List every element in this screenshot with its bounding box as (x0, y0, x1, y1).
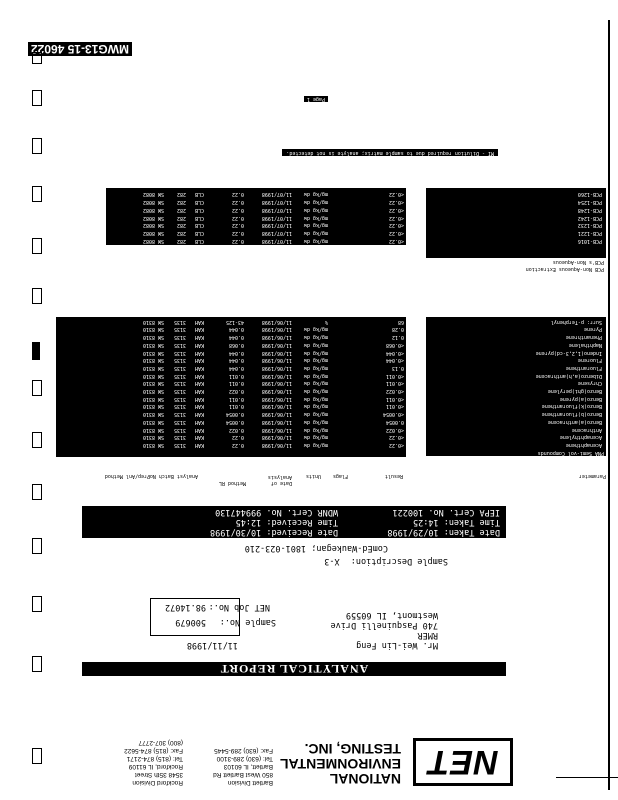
cell-date: 11/06/1998 (261, 380, 292, 387)
cell-date: 11/06/1998 (261, 357, 292, 364)
cell-prep-method: SW 8310 (142, 326, 164, 333)
cell-result: <0.22 (388, 442, 404, 448)
cell-result: 0.28 (391, 326, 404, 333)
cell-parameter: Fluorene (577, 357, 602, 364)
cell-prep-method: SW 8310 (142, 357, 164, 364)
cell-batch: 282 (176, 199, 186, 205)
bartlett-division (213, 746, 273, 786)
job-no-value: 98.14072 (165, 602, 206, 612)
cell-batch: 3135 (173, 426, 186, 433)
cell-units: mg/kg dw (303, 191, 328, 198)
header-result: Result (384, 473, 403, 479)
division-line: Bartlett, IL 60103 (223, 763, 273, 770)
cell-units: mg/kg dw (303, 326, 328, 333)
document-id: MWG13-15 46022 (28, 42, 132, 56)
cell-prep-method: SW 8310 (142, 334, 164, 341)
table-row (0, 410, 618, 418)
cell-date: 11/06/1998 (261, 341, 292, 348)
table-row (0, 433, 618, 441)
cell-method-rl: 0.22 (231, 238, 244, 244)
cell-prep-method: SW 8082 (142, 214, 164, 221)
binder-mark (32, 186, 42, 202)
cell-result: <0.22 (388, 206, 404, 213)
cell-prep-method: SW 8310 (142, 372, 164, 379)
cell-parameter: Fluoranthene (565, 365, 602, 371)
cell-units: mg/kg dw (303, 380, 328, 387)
cell-result: <0.22 (388, 238, 404, 244)
cell-units: mg/kg dw (303, 434, 328, 441)
cell-result: <0.011 (385, 372, 404, 379)
cell-date: 11/07/1998 (261, 230, 292, 237)
net-logo: NET (413, 738, 513, 786)
sample-description-value: X-3 (324, 556, 340, 566)
sample-no-value: 500679 (175, 617, 206, 627)
table-row (0, 340, 618, 348)
cell-units: mg/kg dw (303, 206, 328, 213)
cell-result: <0.22 (388, 191, 404, 198)
cell-parameter: PCB-1260 (577, 191, 602, 198)
cell-prep-method: SW 8310 (142, 341, 164, 348)
cell-batch: 3135 (173, 395, 186, 402)
iepa-cert: IEPA Cert. No. 100221 (392, 507, 500, 517)
cell-parameter: PCB-1016 (577, 238, 602, 244)
cell-result: <0.011 (385, 395, 404, 402)
table-row (0, 197, 618, 205)
cell-prep-method: SW 8082 (142, 191, 164, 198)
cell-method-rl: 0.011 (228, 372, 244, 379)
cell-result: 0.12 (391, 334, 404, 341)
cell-analyst: KAH (194, 434, 204, 441)
cell-units: mg/kg dw (303, 230, 328, 237)
cell-prep-method: SW 8082 (142, 206, 164, 213)
cell-method-rl: 0.22 (231, 206, 244, 213)
cell-batch: 3135 (173, 418, 186, 425)
letterhead (93, 734, 513, 790)
binder-mark (32, 432, 42, 448)
table-row (0, 213, 618, 221)
table-row (0, 348, 618, 356)
cell-prep-method: SW 8310 (142, 442, 164, 448)
cell-method-rl: 0.22 (231, 442, 244, 448)
cell-units: mg/kg dw (303, 238, 328, 244)
cell-batch: 282 (176, 222, 186, 229)
cell-batch: 282 (176, 214, 186, 221)
table-row (0, 189, 618, 197)
sample-description-label: Sample Description: (350, 556, 448, 566)
division-line: (800) 307-2777 (138, 739, 183, 746)
cell-method-rl: 0.011 (228, 403, 244, 410)
cell-analyst: CLB (194, 238, 204, 244)
sample-info-block (82, 506, 506, 538)
cell-analyst: CLB (194, 214, 204, 221)
header-method-rl: Method RL (218, 480, 246, 486)
sample-description (324, 556, 448, 566)
cell-method-rl: 0.0054 (225, 418, 244, 425)
cell-date: 11/06/1998 (261, 395, 292, 402)
cell-batch: 3135 (173, 411, 186, 418)
cell-flag: J (346, 418, 350, 425)
cell-result: <0.044 (385, 357, 404, 364)
cell-date: 11/06/1998 (261, 418, 292, 425)
cell-analyst: KAH (194, 334, 204, 341)
binder-mark (32, 484, 42, 500)
lab-name-line: TESTING, INC. (304, 741, 401, 757)
division-line: Tel: (815) 874-2171 (126, 755, 183, 762)
job-no-label: NET Job No.: (208, 602, 270, 612)
division-line: Rockford Division (132, 779, 183, 786)
scan-edge (8, 22, 58, 782)
division-line: Fax: (815) 874-5622 (124, 747, 183, 754)
table-row (0, 205, 618, 213)
cell-prep-method: SW 8310 (142, 403, 164, 410)
table-row (0, 317, 618, 325)
cell-prep-method: SW 8082 (142, 222, 164, 229)
cell-method-rl: 0.044 (228, 365, 244, 371)
cell-method-rl: 0.22 (231, 222, 244, 229)
cell-method-rl: 0.22 (231, 191, 244, 198)
cell-units: mg/kg dw (303, 372, 328, 379)
cell-units: % (324, 318, 328, 325)
cell-batch: 3135 (173, 442, 186, 448)
cell-prep-method: SW 8082 (142, 238, 164, 244)
cell-date: 11/06/1998 (261, 334, 292, 341)
cell-method-rl: 0.22 (231, 434, 244, 441)
cell-date: 11/07/1998 (261, 222, 292, 229)
cell-result: <0.044 (385, 349, 404, 356)
cell-prep-method: SW 8310 (142, 365, 164, 371)
cell-parameter: Acenaphthene (565, 442, 602, 448)
binder-mark (32, 138, 42, 154)
cell-parameter: Surr: p-Terphenyl (550, 318, 602, 325)
division-line: Fax: (630) 289-5445 (214, 747, 273, 754)
division-line: Rockford, IL 61109 (128, 763, 183, 770)
section-pna: PNA Semi-vol Compounds (426, 449, 606, 456)
cell-parameter: Benzo(b)fluoranthene (541, 411, 602, 418)
binder-mark (32, 656, 42, 672)
cell-analyst: KAH (194, 318, 204, 325)
cell-date: 11/06/1998 (261, 434, 292, 441)
cell-batch: 3135 (173, 403, 186, 410)
cell-units: mg/kg dw (303, 214, 328, 221)
table-header (0, 468, 618, 490)
cell-units: mg/kg dw (303, 349, 328, 356)
cell-parameter: Benzo(ghi)perylene (547, 388, 602, 395)
table-row (0, 402, 618, 410)
table-row (0, 325, 618, 333)
cell-result: <0.011 (385, 403, 404, 410)
table-row (0, 371, 618, 379)
cell-result: 0.13 (391, 365, 404, 371)
cell-result: <0.011 (385, 380, 404, 387)
cell-analyst: KAH (194, 341, 204, 348)
cell-result: 68 (397, 318, 404, 325)
cell-method-rl: 0.0054 (225, 411, 244, 418)
section-pcb-sub: PCB's Non-Aqueous (552, 259, 604, 265)
cell-parameter: Anthracene (571, 426, 602, 433)
cell-prep-method: SW 8310 (142, 349, 164, 356)
cell-analyst: KAH (194, 365, 204, 371)
cell-date: 11/07/1998 (261, 214, 292, 221)
binder-mark (32, 342, 40, 360)
cell-parameter: Benzo(a)anthracene (547, 418, 602, 425)
cell-analyst: KAH (194, 357, 204, 364)
cell-batch: 282 (176, 230, 186, 237)
client-address (331, 610, 438, 650)
cell-method-rl: 43-125 (225, 318, 244, 325)
header-units: Units (305, 473, 321, 479)
table-row (0, 440, 618, 448)
cell-analyst: KAH (194, 426, 204, 433)
table-row (0, 417, 618, 425)
cell-batch: 282 (176, 238, 186, 244)
cell-result: <0.068 (385, 341, 404, 348)
cell-analyst: KAH (194, 403, 204, 410)
table-row (0, 236, 618, 244)
cell-parameter: Phenanthrene (565, 334, 602, 341)
cell-method-rl: 0.022 (228, 426, 244, 433)
cell-date: 11/06/1998 (261, 349, 292, 356)
cell-parameter: Benzo(k)fluoranthene (541, 403, 602, 410)
page-mark: Page 1 (304, 96, 328, 102)
section-pcb: PCB Non-Aqueous Extraction (525, 266, 604, 272)
time-taken: Time Taken: 14:25 (412, 517, 500, 527)
cell-analyst: KAH (194, 380, 204, 387)
client-street: 740 Pasquinelli Drive (330, 620, 438, 630)
cell-parameter: PCB-1232 (577, 222, 602, 229)
cell-parameter: Indeno(1,2,3-cd)pyrene (535, 349, 602, 356)
cell-batch: 3135 (173, 326, 186, 333)
table-row (0, 333, 618, 341)
cell-method-rl: 0.068 (228, 341, 244, 348)
cell-analyst: KAH (194, 349, 204, 356)
cell-prep-method: SW 8310 (142, 395, 164, 402)
binder-mark (32, 538, 42, 554)
cell-prep-method: SW 8310 (142, 418, 164, 425)
cell-batch: 3135 (173, 357, 186, 364)
table-row (0, 379, 618, 387)
cell-result: <0.22 (388, 199, 404, 205)
division-line: Tel: (630) 289-3100 (216, 755, 273, 762)
binder-mark (32, 52, 42, 64)
header-date: Date of Analysis (267, 474, 292, 486)
table-row (0, 425, 618, 433)
cell-batch: 3135 (173, 372, 186, 379)
cell-method-rl: 0.011 (228, 395, 244, 402)
cell-method-rl: 0.022 (228, 388, 244, 395)
binder-mark (32, 90, 42, 106)
cell-analyst: CLB (194, 230, 204, 237)
cell-parameter: Chrysene (577, 380, 602, 387)
cell-parameter: Benzo(a)pyrene (559, 395, 602, 402)
cell-batch: 282 (176, 206, 186, 213)
cell-result: <0.22 (388, 222, 404, 229)
cell-prep-method: SW 8082 (142, 230, 164, 237)
cell-result: <0.22 (388, 230, 404, 237)
time-received: Time Received: 12:45 (235, 517, 338, 527)
cell-result: <0.0054 (382, 411, 404, 418)
cell-analyst: KAH (194, 442, 204, 448)
table-row (0, 386, 618, 394)
cell-prep-method: SW 8310 (142, 434, 164, 441)
cell-batch: 3135 (173, 334, 186, 341)
cell-batch: 3135 (173, 341, 186, 348)
cell-date: 11/07/1998 (261, 206, 292, 213)
cell-units: mg/kg dw (303, 357, 328, 364)
cell-units: mg/kg dw (303, 388, 328, 395)
cell-units: mg/kg dw (303, 199, 328, 205)
header-flags: Flags (332, 473, 348, 479)
sample-no-label: Sample No.: (219, 617, 276, 627)
wdnr-cert: WDNR Cert. No. 999447130 (215, 507, 338, 517)
table-row (0, 394, 618, 402)
report-date: 11/11/1998 (186, 640, 238, 650)
date-taken: Date Taken: 10/29/1998 (387, 527, 500, 537)
lab-name-line: NATIONAL (329, 771, 401, 787)
cell-parameter: PCB-1248 (577, 206, 602, 213)
cell-date: 11/07/1998 (261, 191, 292, 198)
binder-mark (32, 748, 42, 764)
cell-method-rl: 0.044 (228, 326, 244, 333)
cell-analyst: CLB (194, 191, 204, 198)
cell-analyst: CLB (194, 206, 204, 213)
cell-batch: 3135 (173, 380, 186, 387)
cell-batch: 3135 (173, 318, 186, 325)
cell-method-rl: 0.22 (231, 230, 244, 237)
table-row (0, 228, 618, 236)
footnote: MI - Dilution required due to sample matrix; analyte is not detected. (282, 149, 498, 156)
table-row (0, 363, 618, 371)
cell-date: 11/07/1998 (261, 238, 292, 244)
cell-batch: 3135 (173, 349, 186, 356)
header-parameter: Parameter (578, 473, 606, 479)
cell-batch: 3135 (173, 365, 186, 371)
cell-batch: 3135 (173, 388, 186, 395)
cell-units: mg/kg dw (303, 411, 328, 418)
sample-project: ComEd-Waukegan; 1801-023-210 (244, 543, 388, 553)
cell-parameter: Naphthalene (568, 341, 602, 348)
cell-analyst: KAH (194, 411, 204, 418)
cell-prep-method: SW 8310 (142, 318, 164, 325)
table-row (0, 221, 618, 229)
cell-units: mg/kg dw (303, 442, 328, 448)
cell-analyst: CLB (194, 199, 204, 205)
cell-units: mg/kg dw (303, 426, 328, 433)
cell-prep-method: SW 8310 (142, 411, 164, 418)
cell-date: 11/06/1998 (261, 442, 292, 448)
scan-edge-left (608, 20, 610, 790)
division-line: 850 West Bartlett Rd (213, 771, 273, 778)
cell-units: mg/kg dw (303, 222, 328, 229)
cell-analyst: KAH (194, 418, 204, 425)
cell-batch: 3135 (173, 434, 186, 441)
cell-batch: 282 (176, 191, 186, 198)
report-title: ANALYTICAL REPORT (219, 662, 369, 676)
cell-date: 11/06/1998 (261, 372, 292, 379)
cell-date: 11/06/1998 (261, 326, 292, 333)
cell-analyst: CLB (194, 222, 204, 229)
cell-prep-method: SW 8310 (142, 426, 164, 433)
client-company: RMER (417, 630, 438, 640)
cell-result: <0.022 (385, 426, 404, 433)
cell-units: mg/kg dw (303, 403, 328, 410)
cell-prep-method: SW 8082 (142, 199, 164, 205)
binder-mark (32, 596, 42, 612)
binder-mark (32, 380, 42, 396)
cell-analyst: KAH (194, 388, 204, 395)
cell-analyst: KAH (194, 326, 204, 333)
cell-units: mg/kg dw (303, 334, 328, 341)
cell-parameter: PCB-1254 (577, 199, 602, 205)
cell-date: 11/06/1998 (261, 388, 292, 395)
header-batch: Analyst Batch No. (146, 473, 198, 479)
cell-units: mg/kg dw (303, 365, 328, 371)
date-received: Date Received: 10/30/1998 (210, 527, 338, 537)
header-prep-method: Prep/Anl Method (104, 473, 150, 479)
cell-result: 0.0054 (385, 418, 404, 425)
cell-units: mg/kg dw (303, 418, 328, 425)
report-title-bar (82, 662, 506, 676)
cell-method-rl: 0.044 (228, 349, 244, 356)
cell-parameter: Acenaphthylene (559, 434, 602, 441)
cell-date: 11/06/1998 (261, 426, 292, 433)
cell-result: <0.22 (388, 214, 404, 221)
cell-method-rl: 0.044 (228, 334, 244, 341)
cell-date: 11/06/1998 (261, 318, 292, 325)
division-line: Bartlett Division (227, 779, 273, 786)
rockford-division (124, 738, 183, 786)
cell-date: 11/06/1998 (261, 411, 292, 418)
cell-date: 11/06/1998 (261, 403, 292, 410)
cell-parameter: Pyrene (583, 326, 602, 333)
cell-units: mg/kg dw (303, 395, 328, 402)
cell-method-rl: 0.22 (231, 214, 244, 221)
binder-mark (32, 238, 42, 254)
cell-prep-method: SW 8310 (142, 388, 164, 395)
cell-result: <0.22 (388, 434, 404, 441)
binder-mark (32, 288, 42, 304)
lab-name-line: ENVIRONMENTAL (279, 756, 401, 772)
cell-result: <0.022 (385, 388, 404, 395)
cell-analyst: KAH (194, 372, 204, 379)
cell-parameter: PCB-1242 (577, 214, 602, 221)
cell-method-rl: 0.044 (228, 357, 244, 364)
cell-method-rl: 0.22 (231, 199, 244, 205)
cell-date: 11/07/1998 (261, 199, 292, 205)
cell-parameter: PCB-1221 (577, 230, 602, 237)
table-row (0, 356, 618, 364)
cell-units: mg/kg dw (303, 341, 328, 348)
cell-method-rl: 0.011 (228, 380, 244, 387)
client-contact: Mr. Wei-Lin Feng (356, 640, 438, 650)
division-line: 3548 35th Street (134, 771, 183, 778)
client-city: Westmont, IL 60559 (345, 610, 438, 620)
cell-date: 11/06/1998 (261, 365, 292, 371)
cell-parameter: Dibenzo(a,h)anthracene (535, 372, 602, 379)
lab-name (280, 741, 401, 786)
cell-analyst: KAH (194, 395, 204, 402)
cell-prep-method: SW 8310 (142, 380, 164, 387)
